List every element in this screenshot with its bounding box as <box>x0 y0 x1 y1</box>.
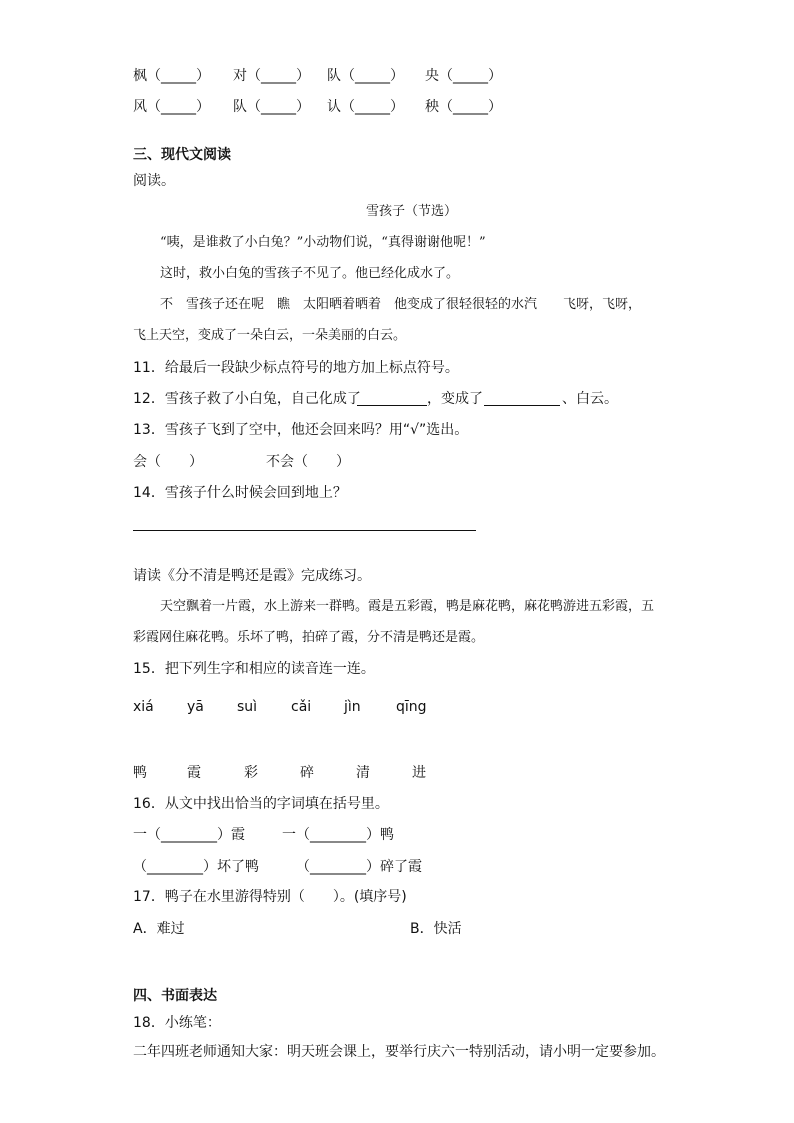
compare-cell: 队（_____） <box>327 68 404 84</box>
question-18: 18．小练笔： <box>133 1015 221 1031</box>
question-13: 13．雪孩子飞到了空中，他还会回来吗？用“√”选出。 <box>133 422 469 438</box>
character-item: 彩 <box>244 765 258 781</box>
answer-blank[interactable] <box>357 405 427 406</box>
passage-line: 飞上天空，变成了一朵白云，一朵美丽的白云。 <box>133 328 407 343</box>
question-11: 11．给最后一段缺少标点符号的地方加上标点符号。 <box>133 360 459 376</box>
pinyin-item: suì <box>237 699 258 715</box>
fill-item[interactable]: 一（________）鸭 <box>282 827 394 843</box>
character-item: 鸭 <box>133 765 147 781</box>
question-12-part-a: 12．雪孩子救了小白兔，自己化成了 <box>133 391 361 407</box>
prompt-text: 二年四班老师通知大家：明天班会课上，要举行庆六一特别活动，请小明一定要参加。 <box>133 1044 665 1060</box>
character-item: 清 <box>356 765 370 781</box>
option-b[interactable]: B．快活 <box>410 921 462 937</box>
section-title: 四、书面表达 <box>133 988 217 1004</box>
compare-cell: 风（_____） <box>133 99 210 115</box>
compare-cell: 队（_____） <box>233 99 310 115</box>
pinyin-item: yā <box>187 699 204 715</box>
passage-line: “咦，是谁救了小白兔？”小动物们说，“真得谢谢他呢！” <box>160 235 486 250</box>
intro-text: 阅读。 <box>133 173 175 189</box>
compare-cell: 认（_____） <box>327 99 404 115</box>
character-item: 碎 <box>300 765 314 781</box>
pinyin-item: jìn <box>344 699 361 715</box>
option-a[interactable]: A．难过 <box>133 921 185 937</box>
question-16: 16．从文中找出恰当的字词填在括号里。 <box>133 796 389 812</box>
pinyin-item: xiá <box>133 699 154 715</box>
question-15: 15．把下列生字和相应的读音连一连。 <box>133 661 375 677</box>
passage-line: 不 雪孩子还在呢 瞧 太阳晒着晒着 他变成了很轻很轻的水汽 飞呀，飞呀， <box>160 297 642 312</box>
fill-item[interactable]: （________）碎了霞 <box>296 859 422 875</box>
answer-line[interactable] <box>133 530 476 531</box>
passage-title: 雪孩子（节选） <box>366 204 458 219</box>
fill-item[interactable]: （________）坏了鸭 <box>133 859 259 875</box>
question-17: 17．鸭子在水里游得特别（ ）。(填序号) <box>133 889 407 905</box>
pinyin-item: cǎi <box>291 699 312 715</box>
compare-cell: 枫（_____） <box>133 68 210 84</box>
pinyin-item: qīng <box>396 699 427 715</box>
option-no[interactable]: 不会（ ） <box>266 454 350 470</box>
character-item: 进 <box>412 765 426 781</box>
passage-intro: 请读《分不清是鸭还是霞》完成练习。 <box>133 568 371 584</box>
answer-blank[interactable] <box>484 405 560 406</box>
compare-cell: 央（_____） <box>425 68 502 84</box>
question-12-part-b: ，变成了 <box>427 391 483 407</box>
passage-line: 天空飘着一片霞，水上游来一群鸭。霞是五彩霞，鸭是麻花鸭，麻花鸭游进五彩霞，五 <box>160 599 655 614</box>
fill-item[interactable]: 一（________）霞 <box>133 827 245 843</box>
character-item: 霞 <box>187 765 201 781</box>
compare-cell: 对（_____） <box>233 68 310 84</box>
question-12-part-c: 、白云。 <box>562 391 618 407</box>
question-14: 14．雪孩子什么时候会回到地上？ <box>133 485 347 501</box>
section-title: 三、现代文阅读 <box>133 147 231 163</box>
passage-line: 彩霞网住麻花鸭。乐坏了鸭，拍碎了霞，分不清是鸭还是霞。 <box>133 630 485 645</box>
option-yes[interactable]: 会（ ） <box>133 454 203 470</box>
compare-cell: 秧（_____） <box>425 99 502 115</box>
passage-line: 这时，救小白兔的雪孩子不见了。他已经化成水了。 <box>160 266 460 281</box>
